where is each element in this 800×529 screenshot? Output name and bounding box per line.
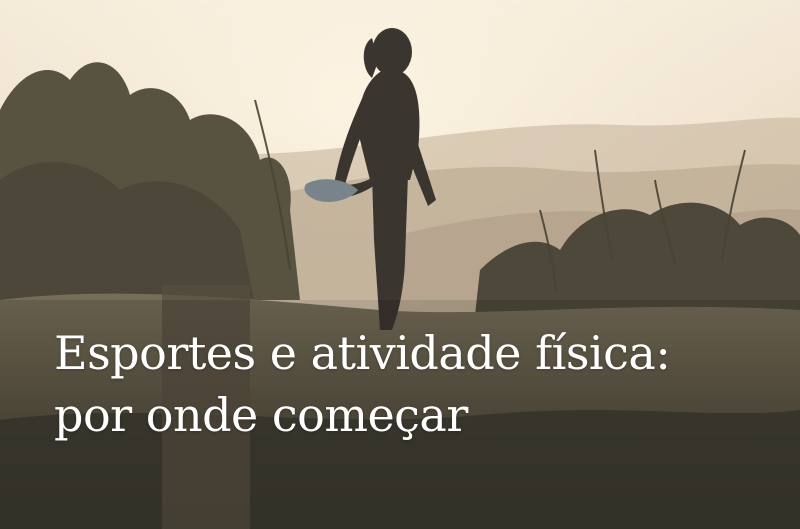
headline <box>54 322 670 446</box>
headline-line-2: por onde começar <box>54 388 468 442</box>
headline-line-1: Esportes e atividade física: <box>54 326 671 380</box>
